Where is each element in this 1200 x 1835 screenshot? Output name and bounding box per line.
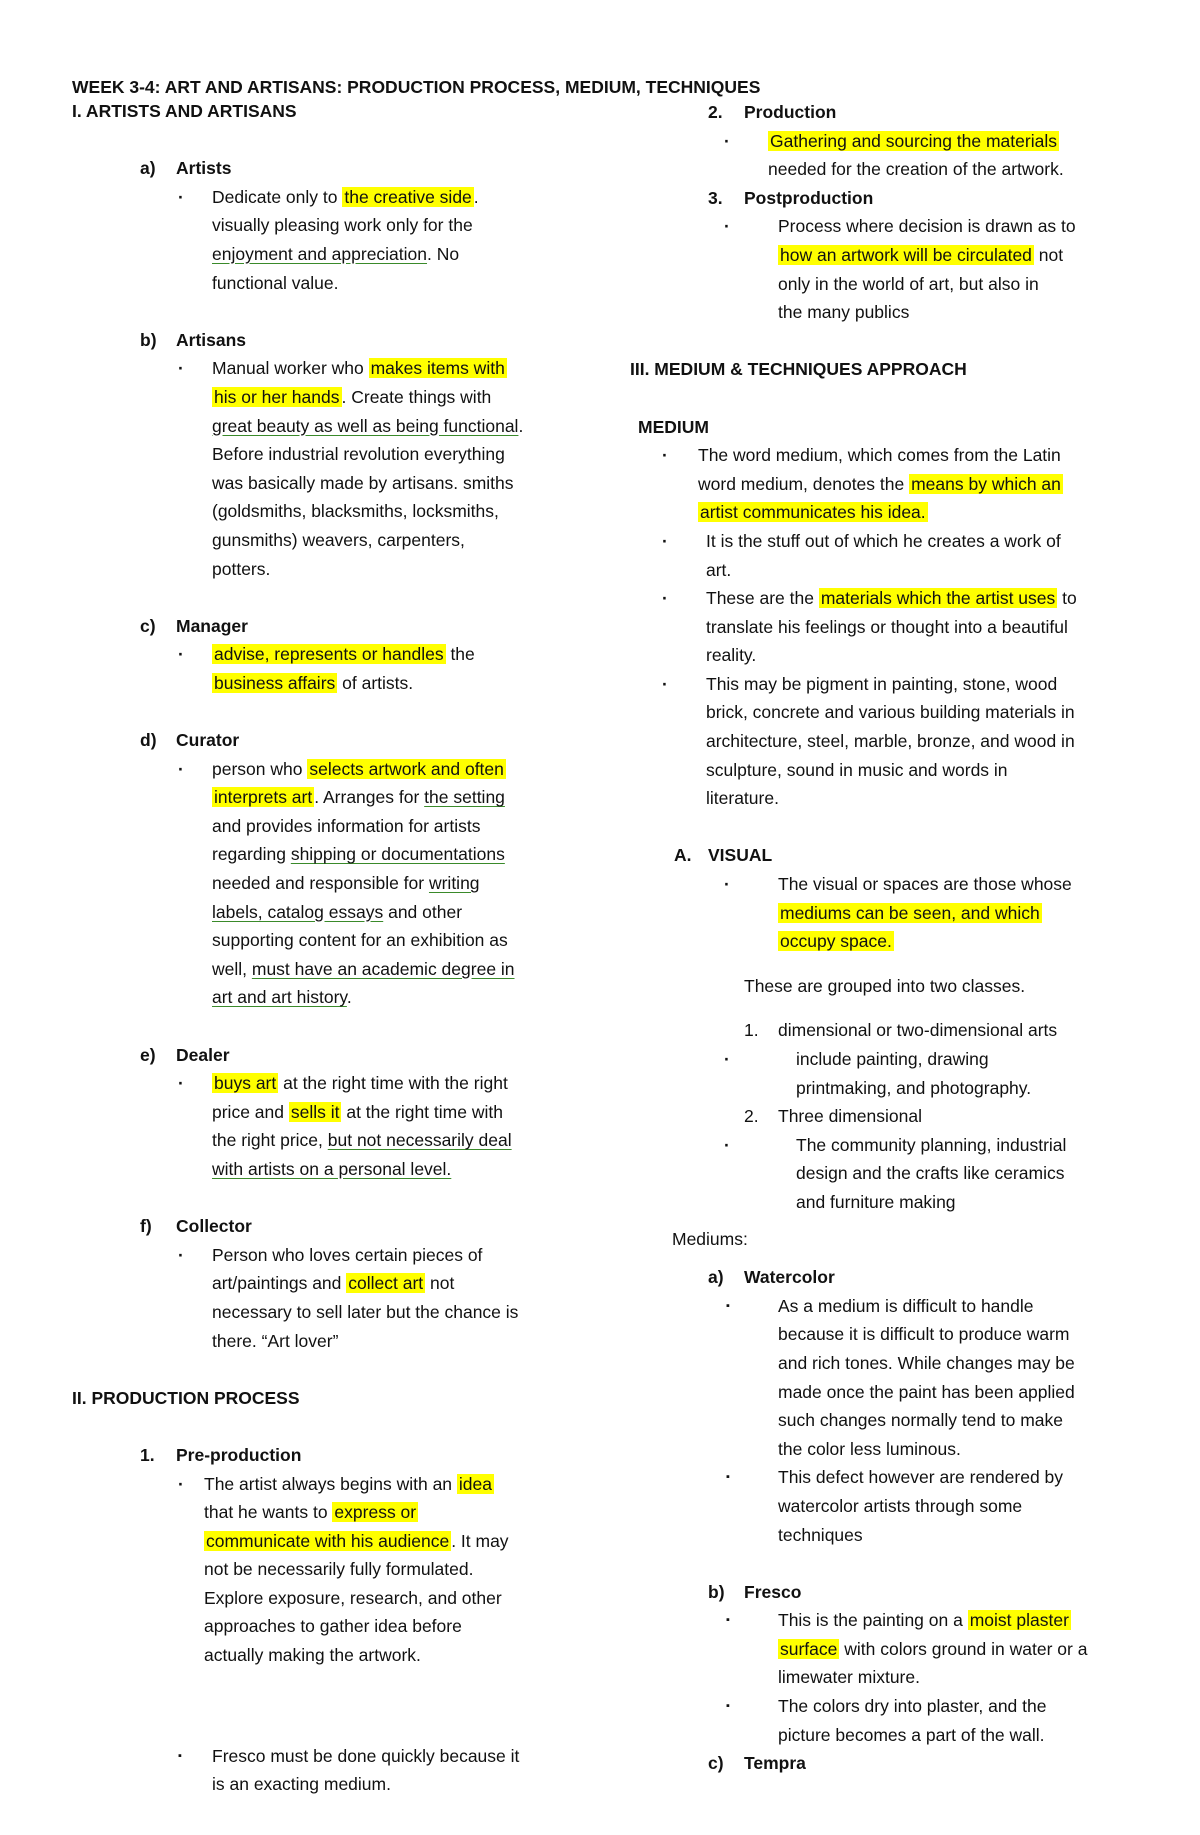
underlined-text: must have an academic degree in xyxy=(251,958,515,979)
left-column xyxy=(72,97,592,1799)
bullet-item: · Gathering and sourcing the materials needed for the creation of the artwork. xyxy=(630,127,1140,184)
highlight: selects artwork and often xyxy=(309,758,504,779)
subsection-heading: c) Manager xyxy=(140,615,248,636)
highlight: occupy space. xyxy=(780,931,892,952)
mediums-label: Mediums: xyxy=(672,1228,748,1249)
bullet-item: · The visual or spaces are those whose mediums can be seen, and which occupy space. xyxy=(630,870,1140,956)
underlined-text: great beauty as well as being functional xyxy=(212,415,519,436)
right-column xyxy=(630,98,1140,1778)
highlight: mediums can be seen, and which xyxy=(780,902,1040,923)
subsection-heading: e) Dealer xyxy=(140,1044,230,1065)
numbered-heading: 1. Pre-production xyxy=(140,1444,302,1465)
bullet-item: ▪ This defect however are rendered by watercolor artists through some techniques xyxy=(630,1463,1140,1549)
subsection-heading: a) Watercolor xyxy=(708,1267,835,1288)
highlight: sells it xyxy=(290,1101,340,1122)
highlight: express or xyxy=(334,1502,417,1523)
bullet-item: · Manual worker who makes items with his or her hands . Create things with great beauty as well as being functional. Before industrial revolution everything was basically made by artisans. smiths (goldsmiths, blacksmiths, locksmiths, gunsmiths) weavers, carpenters, potters. xyxy=(72,354,592,583)
underlined-text: labels, catalog essays xyxy=(212,901,384,922)
section-heading: II. PRODUCTION PROCESS xyxy=(72,1387,300,1408)
highlight: moist plaster xyxy=(969,1610,1069,1631)
highlight: advise, represents or handles xyxy=(214,644,444,665)
subsection-heading: a) Artists xyxy=(140,158,232,179)
subsection-heading: b) Fresco xyxy=(708,1581,802,1602)
numbered-item: 2. Three dimensional xyxy=(744,1106,922,1127)
bullet-item: · include painting, drawing printmaking, and photography. xyxy=(630,1045,1140,1102)
bullet-item: · Process where decision is drawn as to how an artwork will be circulated not only in the world of art, but also in the many publics xyxy=(630,212,1140,326)
highlight: means by which an xyxy=(911,473,1061,494)
bullet-item: · The word medium, which comes from the Latin word medium, denotes the means by which an artist communicates his idea. xyxy=(662,441,1140,527)
highlight: buys art xyxy=(214,1073,277,1094)
underlined-text: with artists on a personal level. xyxy=(212,1158,452,1179)
subsection-heading: A. VISUAL xyxy=(674,845,773,866)
underlined-text: writing xyxy=(428,873,480,894)
bullet-item: ▪ The colors dry into plaster, and the picture becomes a part of the wall. xyxy=(630,1692,1140,1749)
bullet-item: · This may be pigment in painting, stone, wood brick, concrete and various building materials in architecture, steel, marble, bronze, and wood in sculpture, sound in music and words in literature. xyxy=(662,670,1140,813)
medium-heading: MEDIUM xyxy=(638,416,709,437)
underlined-text: art and art history xyxy=(212,987,347,1008)
highlight: idea xyxy=(458,1473,492,1494)
bullet-item: ▪ As a medium is difficult to handle because it is difficult to produce warm and rich tones. While changes may be made once the paint has been applied such changes normally tend to make the color less luminous. xyxy=(630,1292,1140,1464)
bullet-item: · These are the materials which the artist uses to translate his feelings or thought into a beautiful reality. xyxy=(662,584,1140,670)
bullet-item: · It is the stuff out of which he creates a work of art. xyxy=(662,527,1140,584)
bullet-item: · The artist always begins with an idea that he wants to express or communicate with his audience . It may not be necessarily fully formulated. Explore exposure, research, and other approaches to gather idea before actually making the artwork. xyxy=(72,1470,592,1670)
highlight: makes items with xyxy=(370,358,505,379)
subsection-heading: c) Tempra xyxy=(708,1753,806,1774)
subsection-heading: d) Curator xyxy=(140,730,240,751)
highlight: the creative side xyxy=(344,186,472,207)
highlight: surface xyxy=(780,1638,838,1659)
bullet-item: ▪ Fresco must be done quickly because it is an exacting medium. xyxy=(72,1742,592,1799)
highlight: materials which the artist uses xyxy=(820,588,1056,609)
underlined-text: but not necessarily deal xyxy=(327,1130,512,1151)
page-title: WEEK 3-4: ART AND ARTISANS: PRODUCTION PROCESS, MEDIUM, TECHNIQUES xyxy=(72,77,761,97)
highlight: interprets art xyxy=(214,787,313,808)
bullet-item: · The community planning, industrial design and the crafts like ceramics and furniture making xyxy=(630,1131,1140,1217)
highlight: his or her hands xyxy=(214,386,340,407)
highlight: collect art xyxy=(348,1273,424,1294)
numbered-heading: 2. Production xyxy=(708,102,837,122)
underlined-text: enjoyment and appreciation xyxy=(212,243,428,264)
highlight: Gathering and sourcing the materials xyxy=(770,130,1057,151)
numbered-heading: 3. Postproduction xyxy=(708,187,874,208)
section-heading: I. ARTISTS AND ARTISANS xyxy=(72,101,297,121)
highlight: artist communicates his idea. xyxy=(700,502,926,523)
subsection-heading: f) Collector xyxy=(140,1216,252,1237)
bullet-item: · advise, represents or handles the business affairs of artists. xyxy=(72,640,592,697)
bullet-item: · person who selects artwork and often interprets art . Arranges for the setting and provides information for artists regarding shipping or documentations needed and responsible for writing labels, catalog essays and other supporting content for an exhibition as well, must have an academic degree in art and art history. xyxy=(72,755,592,1012)
bullet-item: · buys art at the right time with the right price and sells it at the right time with the right price, but not necessarily deal with artists on a personal level. xyxy=(72,1069,592,1183)
paragraph: These are grouped into two classes. xyxy=(744,975,1026,996)
highlight: business affairs xyxy=(214,672,336,693)
highlight: communicate with his audience xyxy=(206,1530,450,1551)
bullet-item: · Person who loves certain pieces of art/paintings and collect art not necessary to sell later but the chance is there. “Art lover” xyxy=(72,1241,592,1355)
numbered-item: 1. dimensional or two-dimensional arts xyxy=(744,1020,1058,1041)
subsection-heading: b) Artisans xyxy=(140,329,247,350)
highlight: how an artwork will be circulated xyxy=(780,244,1032,265)
bullet-item: · Dedicate only to the creative side . visually pleasing work only for the enjoyment and appreciation. No functional value. xyxy=(72,183,592,297)
bullet-item: ▪ This is the painting on a moist plaster surface with colors ground in water or a limewater mixture. xyxy=(630,1606,1140,1692)
section-heading: III. MEDIUM & TECHNIQUES APPROACH xyxy=(630,359,967,380)
underlined-text: shipping or documentations xyxy=(290,844,505,865)
underlined-text: the setting xyxy=(424,787,505,808)
